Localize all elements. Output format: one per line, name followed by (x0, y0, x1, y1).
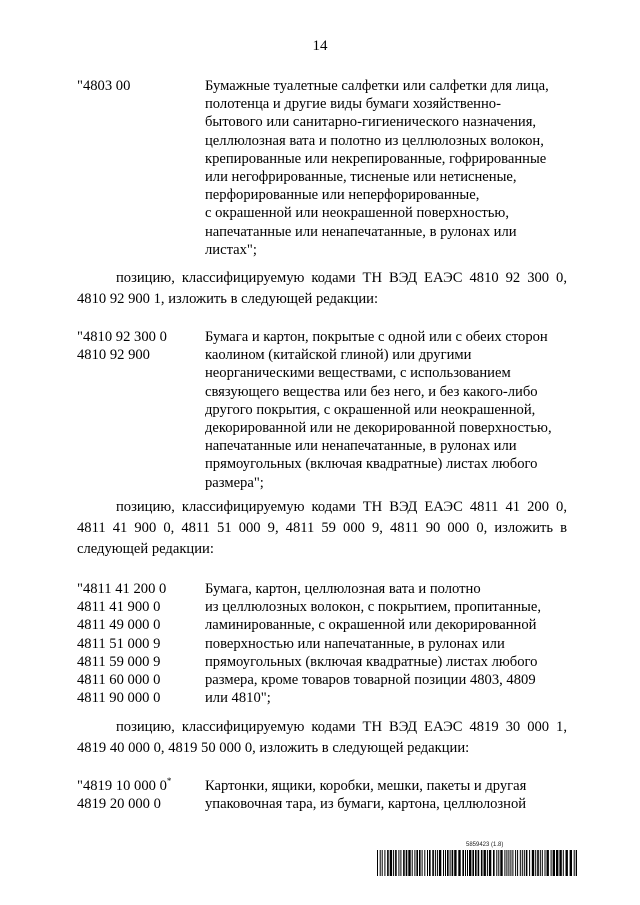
page-number: 14 (312, 38, 328, 54)
entry-codes (77, 777, 197, 813)
entry-code-second: 4819 20 000 0 (77, 796, 161, 813)
paragraph-instruction: позицию, классифицируемую кодами ТН ВЭД ЕАЭС 4811 41 200 0, 4811 41 900 0, 4811 51 000 9, 4811 59 000 9, 4811 90 000 0, изложить в следующей редакции: (77, 499, 567, 557)
paragraph-instruction: позицию, классифицируемую кодами ТН ВЭД ЕАЭС 4819 30 000 1, 4819 40 000 0, 4819 50 000 0, изложить в следующей редакции: (77, 719, 567, 756)
entry-description: Бумага и картон, покрытые с одной или с обеих сторон каолином (китайской глиной) или другими неорганическими веществами, с использованием связующего вещества или без него, и без какого-либо другого покрытия, с окрашенной или неокрашенной, декорированной или не декорированной поверхностью, напечатанные или ненапечатанные, в рулонах или прямоугольных (включая квадратные) листах любого размера"; (205, 329, 552, 491)
entry-codes: "4811 41 200 0 4811 41 900 0 4811 49 000 0 4811 51 000 9 4811 59 000 9 4811 60 000 0 4811 90 000 0 (77, 581, 167, 707)
entry-description: Картонки, ящики, коробки, мешки, пакеты и другая упаковочная тара, из бумаги, картона, целлюлозной (205, 778, 527, 813)
entry-codes: "4810 92 300 0 4810 92 900 (77, 329, 167, 364)
entry-description: Бумага, картон, целлюлозная вата и полотно из целлюлозных волокон, с покрытием, пропитанные, ламинированные, с окрашенной или декорированной поверхностью или напечатанные, в рулонах или прямоугольных (включая квадратные) листах любого размера, кроме товаров товарной позиции 4803, 4809 или 4810"; (205, 581, 541, 707)
footnote-mark: * (166, 776, 172, 786)
entry-code-first: "4819 10 000 0 (77, 778, 167, 794)
barcode-icon (377, 850, 577, 876)
entry-description: Бумажные туалетные салфетки или салфетки для лица, полотенца и другие виды бумаги хозяйственно- бытового или санитарно-гигиенического назначения, целлюлозная вата и полотно из целлюлозных волокон, крепированные или некрепированные, гофрированные или негофрированные, тисненые или нетисненые, перфорированные или неперфорированные, с окрашенной или неокрашенной поверхностью, напечатанные или ненапечатанные, в рулонах или листах"; (205, 78, 549, 258)
entry-codes: "4803 00 (77, 78, 131, 94)
document-number: 5859423 (1.8) (466, 842, 504, 848)
paragraph-instruction: позицию, классифицируемую кодами ТН ВЭД ЕАЭС 4810 92 300 0, 4810 92 900 1, изложить в следующей редакции: (77, 270, 567, 307)
